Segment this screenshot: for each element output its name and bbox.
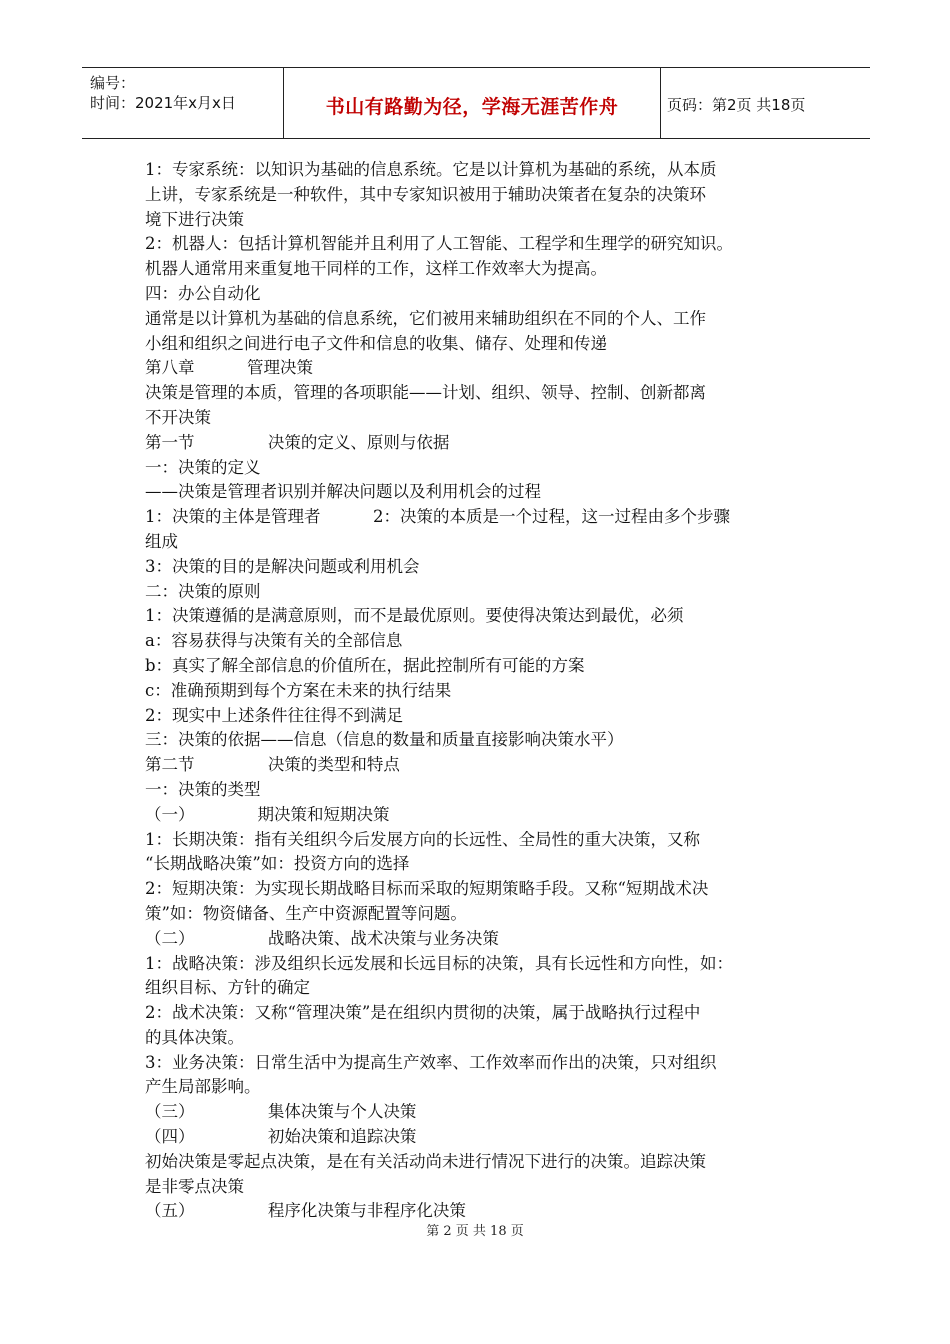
- text-line: 1：专家系统：以知识为基础的信息系统。它是以计算机为基础的系统，从本质: [145, 160, 717, 179]
- header-motto: 书山有路勤为径，学海无涯苦作舟: [325, 96, 619, 118]
- text-line: 第八章 管理决策: [145, 358, 313, 378]
- header-page-info: 页码：第2页 共18页: [667, 96, 806, 114]
- text-line: 初始决策是零起点决策，是在有关活动尚未进行情况下进行的决策。追踪决策: [145, 1151, 706, 1171]
- document-body: [145, 158, 825, 1224]
- text-line: 1：长期决策：指有关组织今后发展方向的长远性、全局性的重大决策，又称: [145, 829, 700, 849]
- header-page-cell: [661, 68, 870, 138]
- text-line: 2：现实中上述条件往往得不到满足: [145, 705, 403, 725]
- text-line: 2：短期决策：为实现长期战略目标而采取的短期策略手段。又称“短期战术决: [145, 879, 709, 899]
- text-line: （四） 初始决策和追踪决策: [145, 1127, 417, 1147]
- text-line: 3：决策的目的是解决问题或利用机会: [145, 556, 420, 576]
- page-header: [82, 67, 870, 139]
- text-line: 上讲，专家系统是一种软件，其中专家知识被用于辅助决策者在复杂的决策环: [145, 184, 706, 204]
- text-line: （一） 期决策和短期决策: [145, 804, 390, 824]
- text-line: 小组和组织之间进行电子文件和信息的收集、储存、处理和传递: [145, 333, 607, 353]
- header-meta: [82, 68, 284, 138]
- text-line: 1：决策的主体是管理者 2：决策的本质是一个过程，这一过程由多个步骤: [145, 507, 730, 527]
- text-line: 的具体决策。: [145, 1027, 244, 1047]
- text-line: 2：战术决策：又称“管理决策”是在组织内贯彻的决策，属于战略执行过程中: [145, 1003, 701, 1023]
- text-line: 2：机器人：包括计算机智能并且利用了人工智能、工程学和生理学的研究知识。: [145, 234, 733, 254]
- text-line: 1：战略决策：涉及组织长远发展和长远目标的决策，具有长远性和方向性，如：: [145, 953, 733, 973]
- text-line: 第二节 决策的类型和特点: [145, 755, 400, 775]
- text-line: 一：决策的类型: [145, 779, 261, 799]
- text-line: ——决策是管理者识别并解决问题以及利用机会的过程: [145, 482, 541, 502]
- text-line: 组成: [145, 531, 178, 551]
- text-line: 3：业务决策：日常生活中为提高生产效率、工作效率而作出的决策，只对组织: [145, 1052, 717, 1072]
- text-line: 1：决策遵循的是满意原则，而不是最优原则。要使得决策达到最优，必须: [145, 606, 684, 626]
- text-line: 三：决策的依据——信息（信息的数量和质量直接影响决策水平）: [145, 730, 624, 750]
- text-line: 境下进行决策: [145, 209, 244, 229]
- text-line: c：准确预期到每个方案在未来的执行结果: [145, 680, 452, 700]
- text-line: 二：决策的原则: [145, 581, 261, 601]
- document-number-label: 编号：: [90, 74, 136, 92]
- header-motto-cell: [284, 68, 661, 138]
- document-date: 时间：2021年x月x日: [90, 94, 236, 112]
- text-line: 通常是以计算机为基础的信息系统，它们被用来辅助组织在不同的个人、工作: [145, 308, 706, 328]
- text-line: 第一节 决策的定义、原则与依据: [145, 432, 450, 452]
- text-line: （二） 战略决策、战术决策与业务决策: [145, 928, 499, 948]
- text-line: a：容易获得与决策有关的全部信息: [145, 631, 403, 651]
- page-footer: 第 2 页 共 18 页: [426, 1224, 524, 1239]
- text-line: 不开决策: [145, 407, 211, 427]
- text-line: 策”如：物资储备、生产中资源配置等问题。: [145, 903, 467, 923]
- text-line: 是非零点决策: [145, 1176, 244, 1196]
- text-line: （三） 集体决策与个人决策: [145, 1102, 417, 1122]
- text-line: 组织目标、方针的确定: [145, 978, 310, 998]
- text-line: （五） 程序化决策与非程序化决策: [145, 1201, 466, 1221]
- text-line: 一：决策的定义: [145, 457, 261, 477]
- text-line: 产生局部影响。: [145, 1077, 261, 1097]
- text-line: 四：办公自动化: [145, 283, 261, 303]
- text-line: 决策是管理的本质，管理的各项职能——计划、组织、领导、控制、创新都离: [145, 383, 706, 403]
- text-line: b：真实了解全部信息的价值所在，据此控制所有可能的方案: [145, 655, 585, 675]
- text-line: 机器人通常用来重复地干同样的工作，这样工作效率大为提高。: [145, 259, 607, 279]
- text-line: “长期战略决策”如：投资方向的选择: [145, 854, 410, 874]
